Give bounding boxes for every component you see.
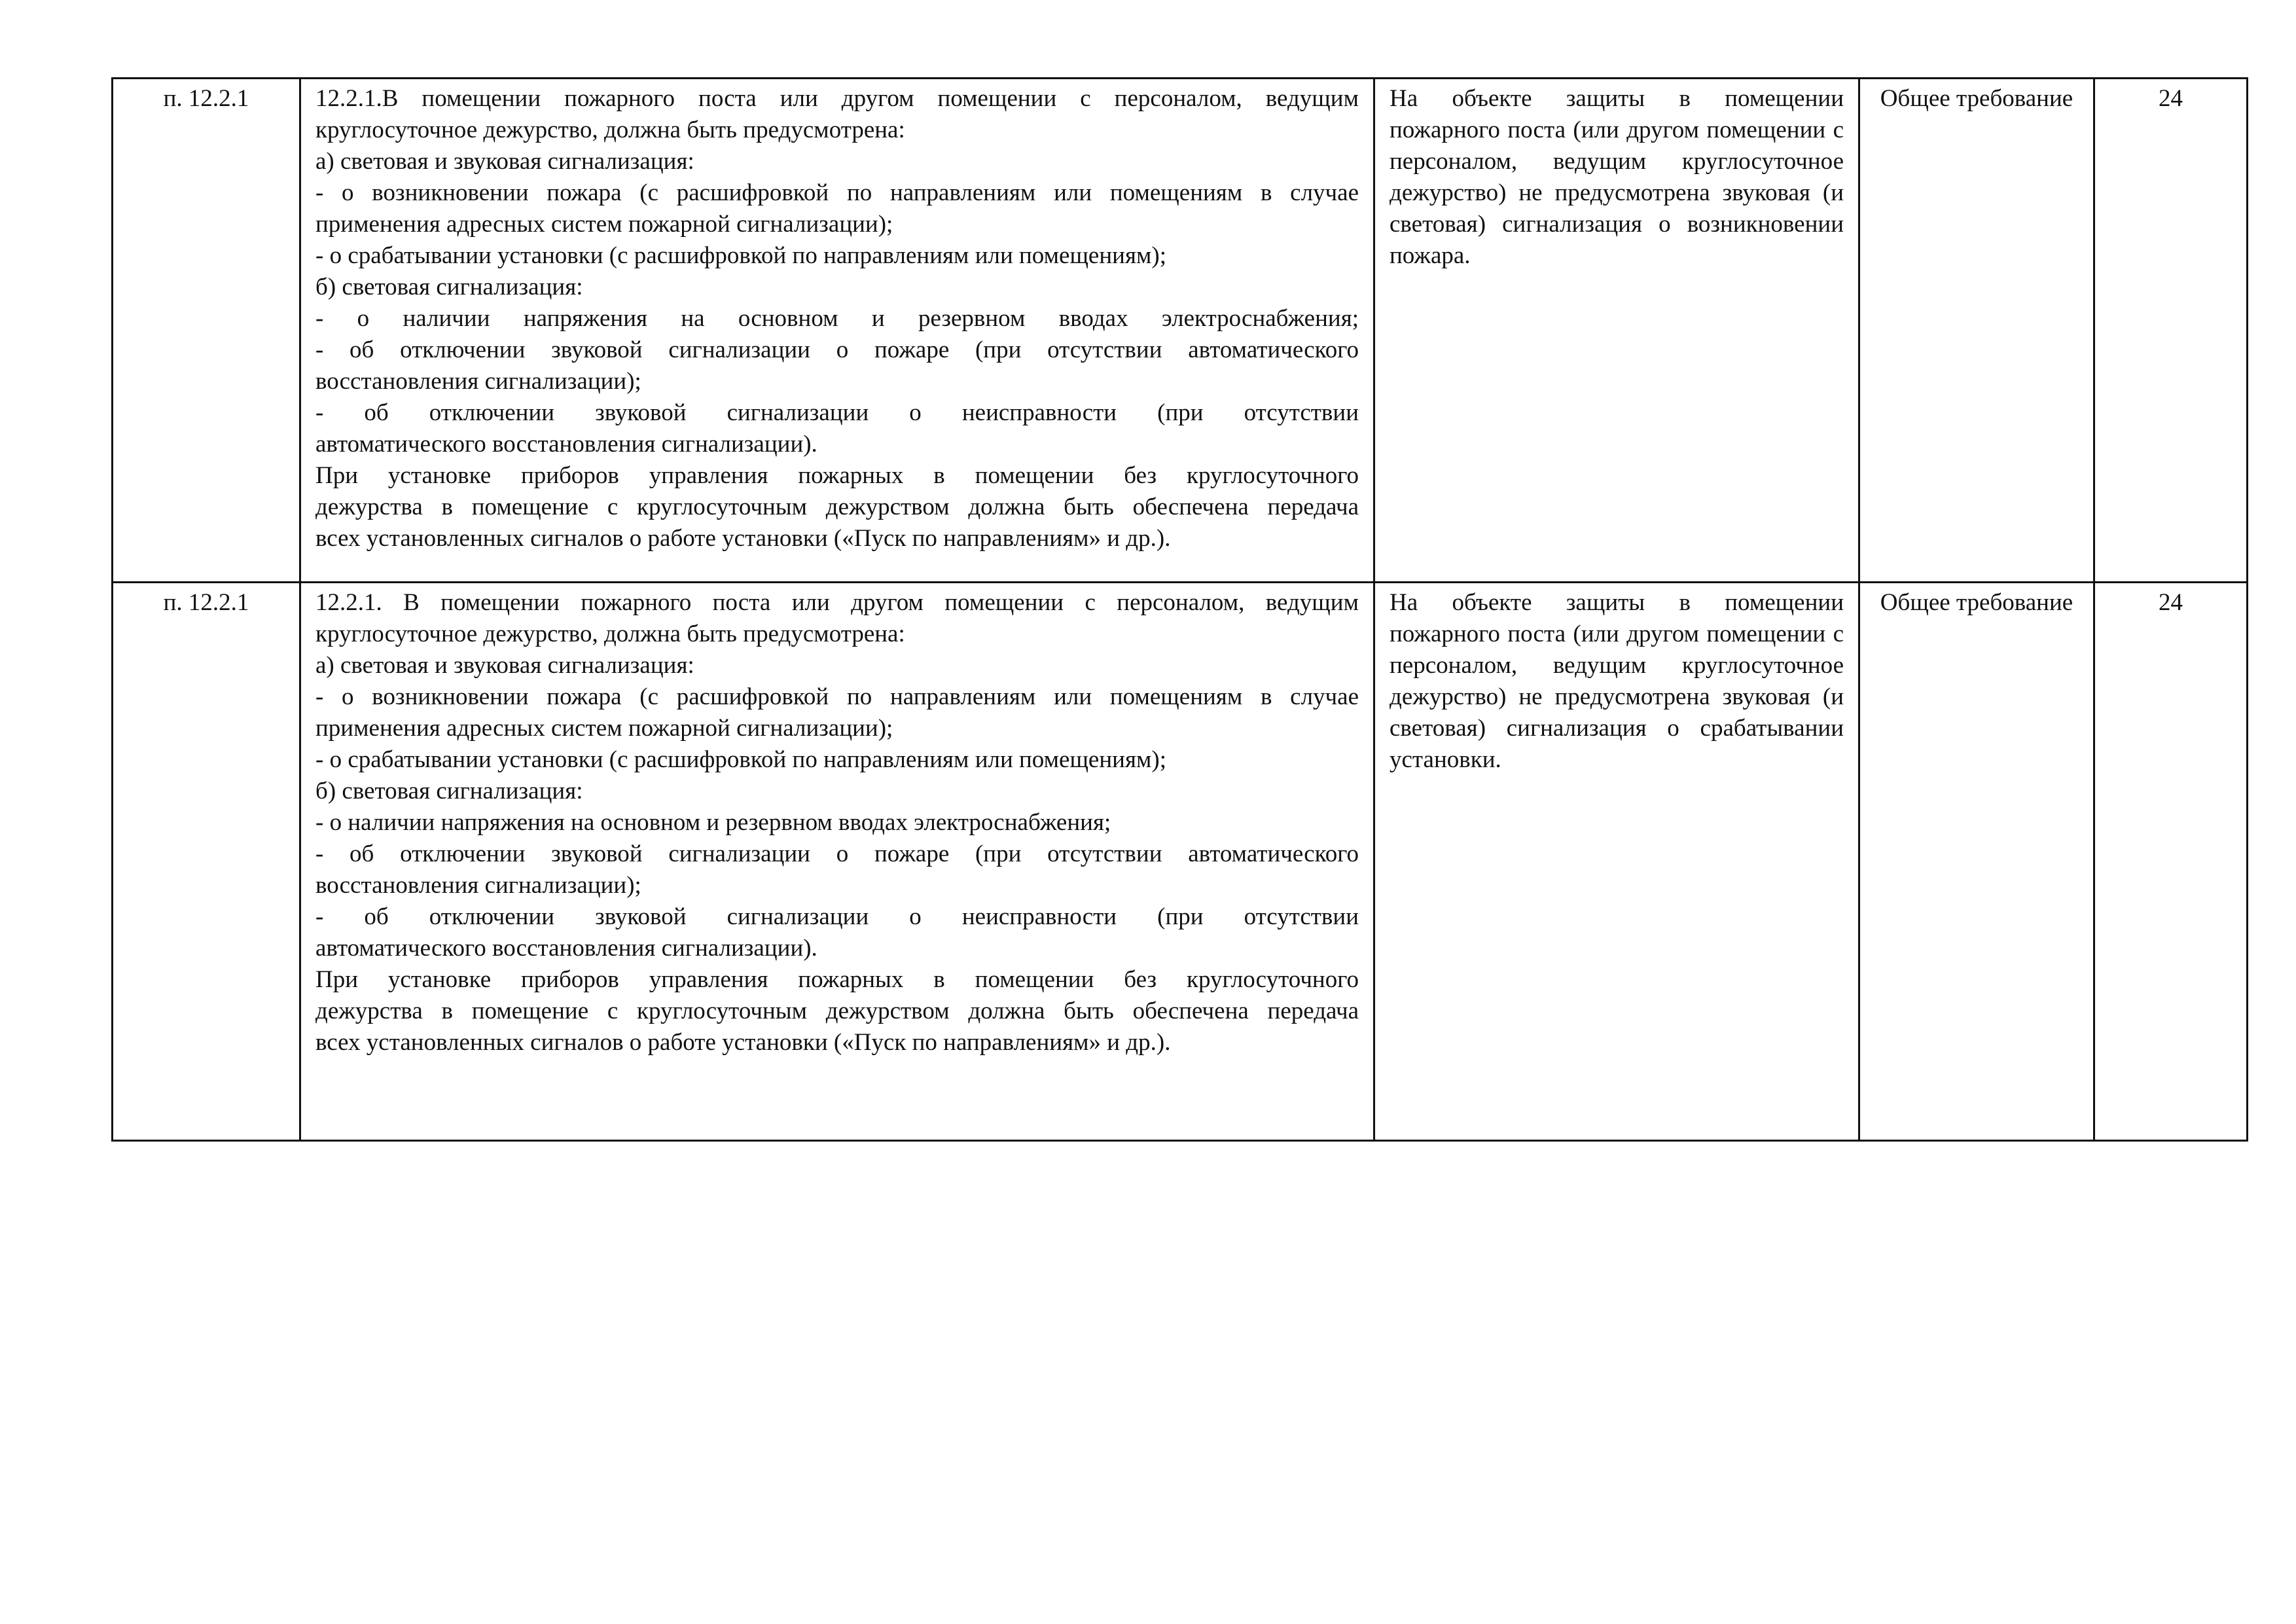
requirements-table bbox=[111, 77, 2248, 1142]
requirement-line: - об отключении звуковой сигнализации о пожаре (при отсутствии автоматического bbox=[315, 336, 1359, 363]
item-number-cell: 24 bbox=[2094, 583, 2248, 1141]
requirement-line: - об отключении звуковой сигнализации о неисправности (при отсутствии bbox=[315, 903, 1359, 930]
requirement-line: - об отключении звуковой сигнализации о неисправности (при отсутствии bbox=[315, 399, 1359, 426]
requirement-line: автоматического восстановления сигнализации). bbox=[315, 935, 817, 962]
clause-reference-cell: п. 12.2.1 bbox=[113, 583, 300, 1141]
requirement-category-cell: Общее требование bbox=[1859, 583, 2094, 1141]
requirement-line: - о срабатывании установки (с расшифровкой по направлениям или помещениям); bbox=[315, 242, 1166, 269]
requirement-line: 12.2.1.В помещении пожарного поста или другом помещении с персоналом, ведущим bbox=[315, 85, 1359, 112]
table-row bbox=[113, 79, 2248, 583]
violation-description-cell bbox=[1374, 583, 1859, 1141]
requirement-text-cell bbox=[300, 583, 1374, 1141]
item-number-cell: 24 bbox=[2094, 79, 2248, 583]
violation-text: На объекте защиты в помещении пожарного поста (или другом помещении с персоналом, ведущим круглосуточное дежурство) не предусмотрена звуковая (и световая) сигнализация о срабатывании установки. bbox=[1390, 589, 1844, 773]
requirement-line: - о возникновении пожара (с расшифровкой по направлениям или помещениям в случае bbox=[315, 683, 1359, 710]
requirement-line: всех установленных сигналов о работе установки («Пуск по направлениям» и др.). bbox=[315, 1029, 1171, 1056]
violation-description-cell bbox=[1374, 79, 1859, 583]
requirement-text-cell bbox=[300, 79, 1374, 583]
requirement-line: При установке приборов управления пожарных в помещении без круглосуточного bbox=[315, 966, 1359, 993]
requirement-line: всех установленных сигналов о работе установки («Пуск по направлениям» и др.). bbox=[315, 525, 1171, 552]
requirement-line: 12.2.1. В помещении пожарного поста или другом помещении с персоналом, ведущим bbox=[315, 589, 1359, 616]
requirement-line: восстановления сигнализации); bbox=[315, 368, 641, 395]
requirement-line: - об отключении звуковой сигнализации о пожаре (при отсутствии автоматического bbox=[315, 840, 1359, 867]
requirement-line: б) световая сигнализация: bbox=[315, 274, 583, 300]
requirement-line: а) световая и звуковая сигнализация: bbox=[315, 148, 694, 175]
clause-reference-cell: п. 12.2.1 bbox=[113, 79, 300, 583]
requirement-line: восстановления сигнализации); bbox=[315, 872, 641, 899]
requirement-line: круглосуточное дежурство, должна быть предусмотрена: bbox=[315, 621, 905, 647]
requirement-category-cell: Общее требование bbox=[1859, 79, 2094, 583]
table-row bbox=[113, 583, 2248, 1141]
requirement-line: применения адресных систем пожарной сигнализации); bbox=[315, 211, 893, 238]
requirement-line: круглосуточное дежурство, должна быть предусмотрена: bbox=[315, 117, 905, 143]
requirement-line: - о возникновении пожара (с расшифровкой по направлениям или помещениям в случае bbox=[315, 179, 1359, 206]
requirement-line: дежурства в помещение с круглосуточным дежурством должна быть обеспечена передача bbox=[315, 998, 1359, 1024]
requirement-line: а) световая и звуковая сигнализация: bbox=[315, 652, 694, 679]
requirement-line: - о наличии напряжения на основном и резервном вводах электроснабжения; bbox=[315, 809, 1111, 836]
requirement-line: применения адресных систем пожарной сигнализации); bbox=[315, 715, 893, 742]
requirement-line: автоматического восстановления сигнализации). bbox=[315, 431, 817, 458]
requirement-line: б) световая сигнализация: bbox=[315, 778, 583, 804]
requirement-line: дежурства в помещение с круглосуточным дежурством должна быть обеспечена передача bbox=[315, 494, 1359, 520]
requirement-line: - о наличии напряжения на основном и резервном вводах электроснабжения; bbox=[315, 305, 1359, 332]
requirement-line: При установке приборов управления пожарных в помещении без круглосуточного bbox=[315, 462, 1359, 489]
requirement-line: - о срабатывании установки (с расшифровкой по направлениям или помещениям); bbox=[315, 746, 1166, 773]
violation-text: На объекте защиты в помещении пожарного поста (или другом помещении с персоналом, ведущим круглосуточное дежурство) не предусмотрена звуковая (и световая) сигнализация о возникновении пожара. bbox=[1390, 85, 1844, 269]
